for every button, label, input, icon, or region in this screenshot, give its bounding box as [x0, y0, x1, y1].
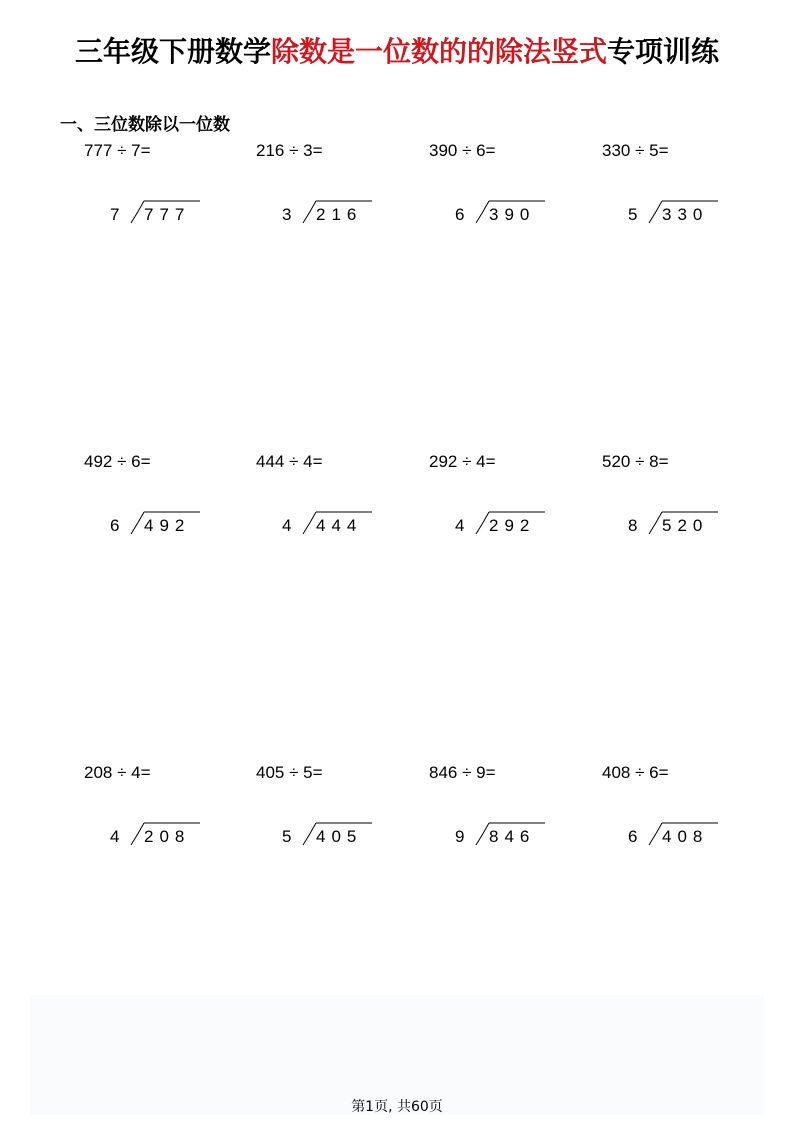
problem-dividend: 777 — [144, 205, 191, 224]
problem-divisor: 5 — [628, 205, 638, 224]
problem-5 — [84, 452, 244, 562]
problem-divisor: 5 — [282, 827, 292, 846]
problem-expression[interactable]: 444 ÷ 4= — [256, 452, 323, 471]
problem-12 — [602, 763, 762, 873]
problem-dividend: 330 — [662, 205, 709, 224]
problem-divisor: 4 — [282, 516, 292, 535]
problem-divisor: 6 — [628, 827, 638, 846]
problem-expression[interactable]: 208 ÷ 4= — [84, 763, 151, 782]
problem-dividend: 292 — [489, 516, 536, 535]
problem-4 — [602, 141, 762, 251]
title-part-3: 专项训练 — [607, 35, 720, 68]
problem-expression[interactable]: 330 ÷ 5= — [602, 141, 669, 160]
problem-expression[interactable]: 405 ÷ 5= — [256, 763, 323, 782]
problem-9 — [84, 763, 244, 873]
title-part-1: 三年级下册数学 — [74, 35, 271, 68]
problem-divisor: 7 — [110, 205, 120, 224]
problem-dividend: 520 — [662, 516, 709, 535]
problem-expression[interactable]: 492 ÷ 6= — [84, 452, 151, 471]
problem-expression[interactable]: 520 ÷ 8= — [602, 452, 669, 471]
problem-8 — [602, 452, 762, 562]
problem-dividend: 492 — [144, 516, 191, 535]
problem-expression[interactable]: 408 ÷ 6= — [602, 763, 669, 782]
problem-divisor: 4 — [110, 827, 120, 846]
page-footer: 第1页, 共60页 — [351, 1099, 443, 1115]
problem-1 — [84, 141, 244, 251]
problem-dividend: 846 — [489, 827, 536, 846]
problem-dividend: 216 — [316, 205, 363, 224]
problem-divisor: 4 — [455, 516, 465, 535]
problem-3 — [429, 141, 589, 251]
section-heading: 一、三位数除以一位数 — [60, 115, 230, 135]
problem-dividend: 444 — [316, 516, 363, 535]
problem-7 — [429, 452, 589, 562]
problem-11 — [429, 763, 589, 873]
problem-expression[interactable]: 390 ÷ 6= — [429, 141, 496, 160]
title-part-2-highlight: 除数是一位数的的除法竖式 — [270, 35, 607, 68]
problem-expression[interactable]: 846 ÷ 9= — [429, 763, 496, 782]
page-title — [0, 30, 794, 70]
problem-dividend: 208 — [144, 827, 191, 846]
problem-divisor: 6 — [455, 205, 465, 224]
problem-10 — [256, 763, 416, 873]
problem-divisor: 6 — [110, 516, 120, 535]
problem-dividend: 405 — [316, 827, 363, 846]
problem-divisor: 9 — [455, 827, 465, 846]
problem-dividend: 390 — [489, 205, 536, 224]
problem-divisor: 8 — [628, 516, 638, 535]
problem-divisor: 3 — [282, 205, 292, 224]
problem-dividend: 408 — [662, 827, 709, 846]
problem-expression[interactable]: 216 ÷ 3= — [256, 141, 323, 160]
problem-expression[interactable]: 292 ÷ 4= — [429, 452, 496, 471]
problem-expression[interactable]: 777 ÷ 7= — [84, 141, 151, 160]
problem-6 — [256, 452, 416, 562]
problem-2 — [256, 141, 416, 251]
